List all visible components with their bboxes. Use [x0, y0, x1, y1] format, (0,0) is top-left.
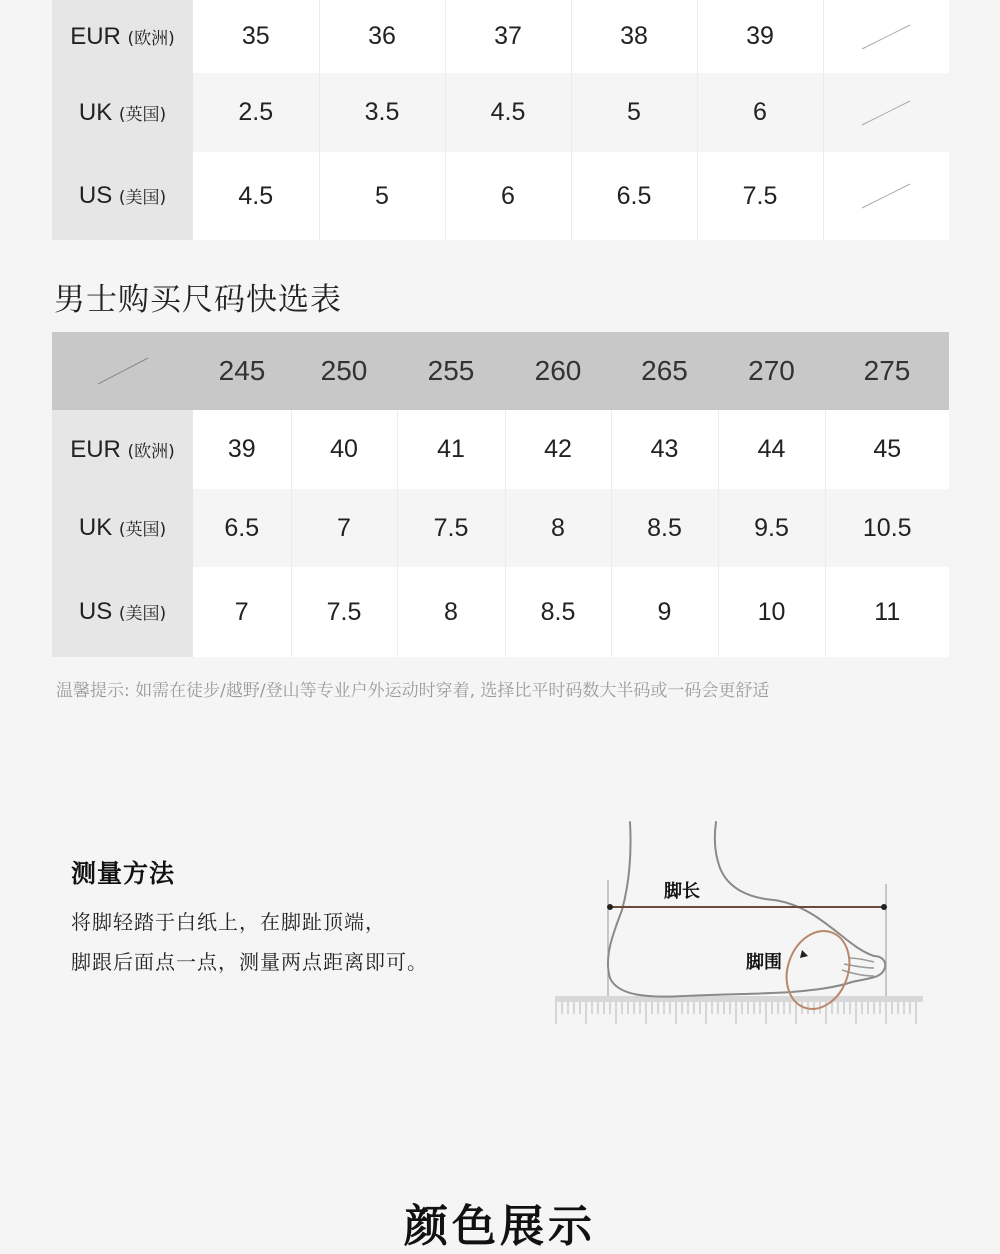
- table-cell: 41: [397, 410, 505, 489]
- table-cell: 6.5: [193, 489, 291, 567]
- size-table-men: [52, 332, 949, 657]
- table-row: [52, 152, 949, 240]
- table-cell: 3.5: [319, 73, 445, 152]
- row-header-us: US (美国): [52, 152, 193, 240]
- table-row: [52, 0, 949, 73]
- measure-instruction-line: 将脚轻踏于白纸上，在脚趾顶端，: [71, 910, 386, 934]
- size-tip-text: 温馨提示: 如需在徒步/越野/登山等专业户外运动时穿着, 选择比平时码数大半码或一码会更舒适: [56, 681, 770, 701]
- table-cell: 44: [718, 410, 825, 489]
- corner-slash-cell: [52, 332, 193, 410]
- table-cell: 5: [571, 73, 697, 152]
- table-cell: 42: [505, 410, 611, 489]
- table-cell: 43: [611, 410, 718, 489]
- table-cell: 7.5: [697, 152, 823, 240]
- table-cell: 40: [291, 410, 397, 489]
- foot-girth-label: 脚围: [746, 952, 782, 973]
- table-cell: 9: [611, 567, 718, 657]
- table-row: [52, 567, 949, 657]
- table-cell: 8.5: [505, 567, 611, 657]
- row-header-eur: EUR (欧洲): [52, 0, 193, 73]
- table-cell: 7: [291, 489, 397, 567]
- table-cell: 37: [445, 0, 571, 73]
- table-cell: 10: [718, 567, 825, 657]
- men-size-title: 男士购买尺码快选表: [54, 282, 342, 318]
- table-cell: 45: [825, 410, 949, 489]
- table-row: [52, 489, 949, 567]
- table-cell: 8.5: [611, 489, 718, 567]
- empty-cell-slash: [823, 152, 949, 240]
- table-cell: 2.5: [193, 73, 319, 152]
- row-header-us: US (美国): [52, 567, 193, 657]
- table-cell: 11: [825, 567, 949, 657]
- column-header: 260: [505, 332, 611, 410]
- column-header: 275: [825, 332, 949, 410]
- row-header-uk: UK (英国): [52, 489, 193, 567]
- table-cell: 4.5: [445, 73, 571, 152]
- table-cell: 6.5: [571, 152, 697, 240]
- size-table-top: [52, 0, 949, 240]
- foot-length-label: 脚长: [664, 881, 700, 902]
- foot-girth-ring: [776, 922, 860, 1018]
- table-cell: 39: [697, 0, 823, 73]
- table-cell: 10.5: [825, 489, 949, 567]
- empty-cell-slash: [823, 0, 949, 73]
- column-header: 250: [291, 332, 397, 410]
- row-header-uk: UK (英国): [52, 73, 193, 152]
- table-row: [52, 410, 949, 489]
- table-cell: 6: [697, 73, 823, 152]
- measure-method-title: 测量方法: [71, 859, 176, 888]
- table-cell: 7.5: [291, 567, 397, 657]
- table-cell: 8: [505, 489, 611, 567]
- column-header: 255: [397, 332, 505, 410]
- table-cell: 8: [397, 567, 505, 657]
- ruler-icon: [555, 996, 923, 1024]
- table-cell: 7.5: [397, 489, 505, 567]
- foot-measure-illustration: [552, 818, 930, 1030]
- table-cell: 4.5: [193, 152, 319, 240]
- column-header: 245: [193, 332, 291, 410]
- row-header-eur: EUR (欧洲): [52, 410, 193, 489]
- table-cell: 35: [193, 0, 319, 73]
- column-header: 270: [718, 332, 825, 410]
- column-header: 265: [611, 332, 718, 410]
- table-cell: 36: [319, 0, 445, 73]
- table-header-row: [52, 332, 949, 410]
- color-display-title: 颜色展示: [404, 1201, 596, 1252]
- table-cell: 9.5: [718, 489, 825, 567]
- table-cell: 5: [319, 152, 445, 240]
- table-cell: 38: [571, 0, 697, 73]
- measure-instruction-line: 脚跟后面点一点，测量两点距离即可。: [71, 950, 428, 974]
- table-row: [52, 73, 949, 152]
- table-cell: 7: [193, 567, 291, 657]
- table-cell: 6: [445, 152, 571, 240]
- empty-cell-slash: [823, 73, 949, 152]
- table-cell: 39: [193, 410, 291, 489]
